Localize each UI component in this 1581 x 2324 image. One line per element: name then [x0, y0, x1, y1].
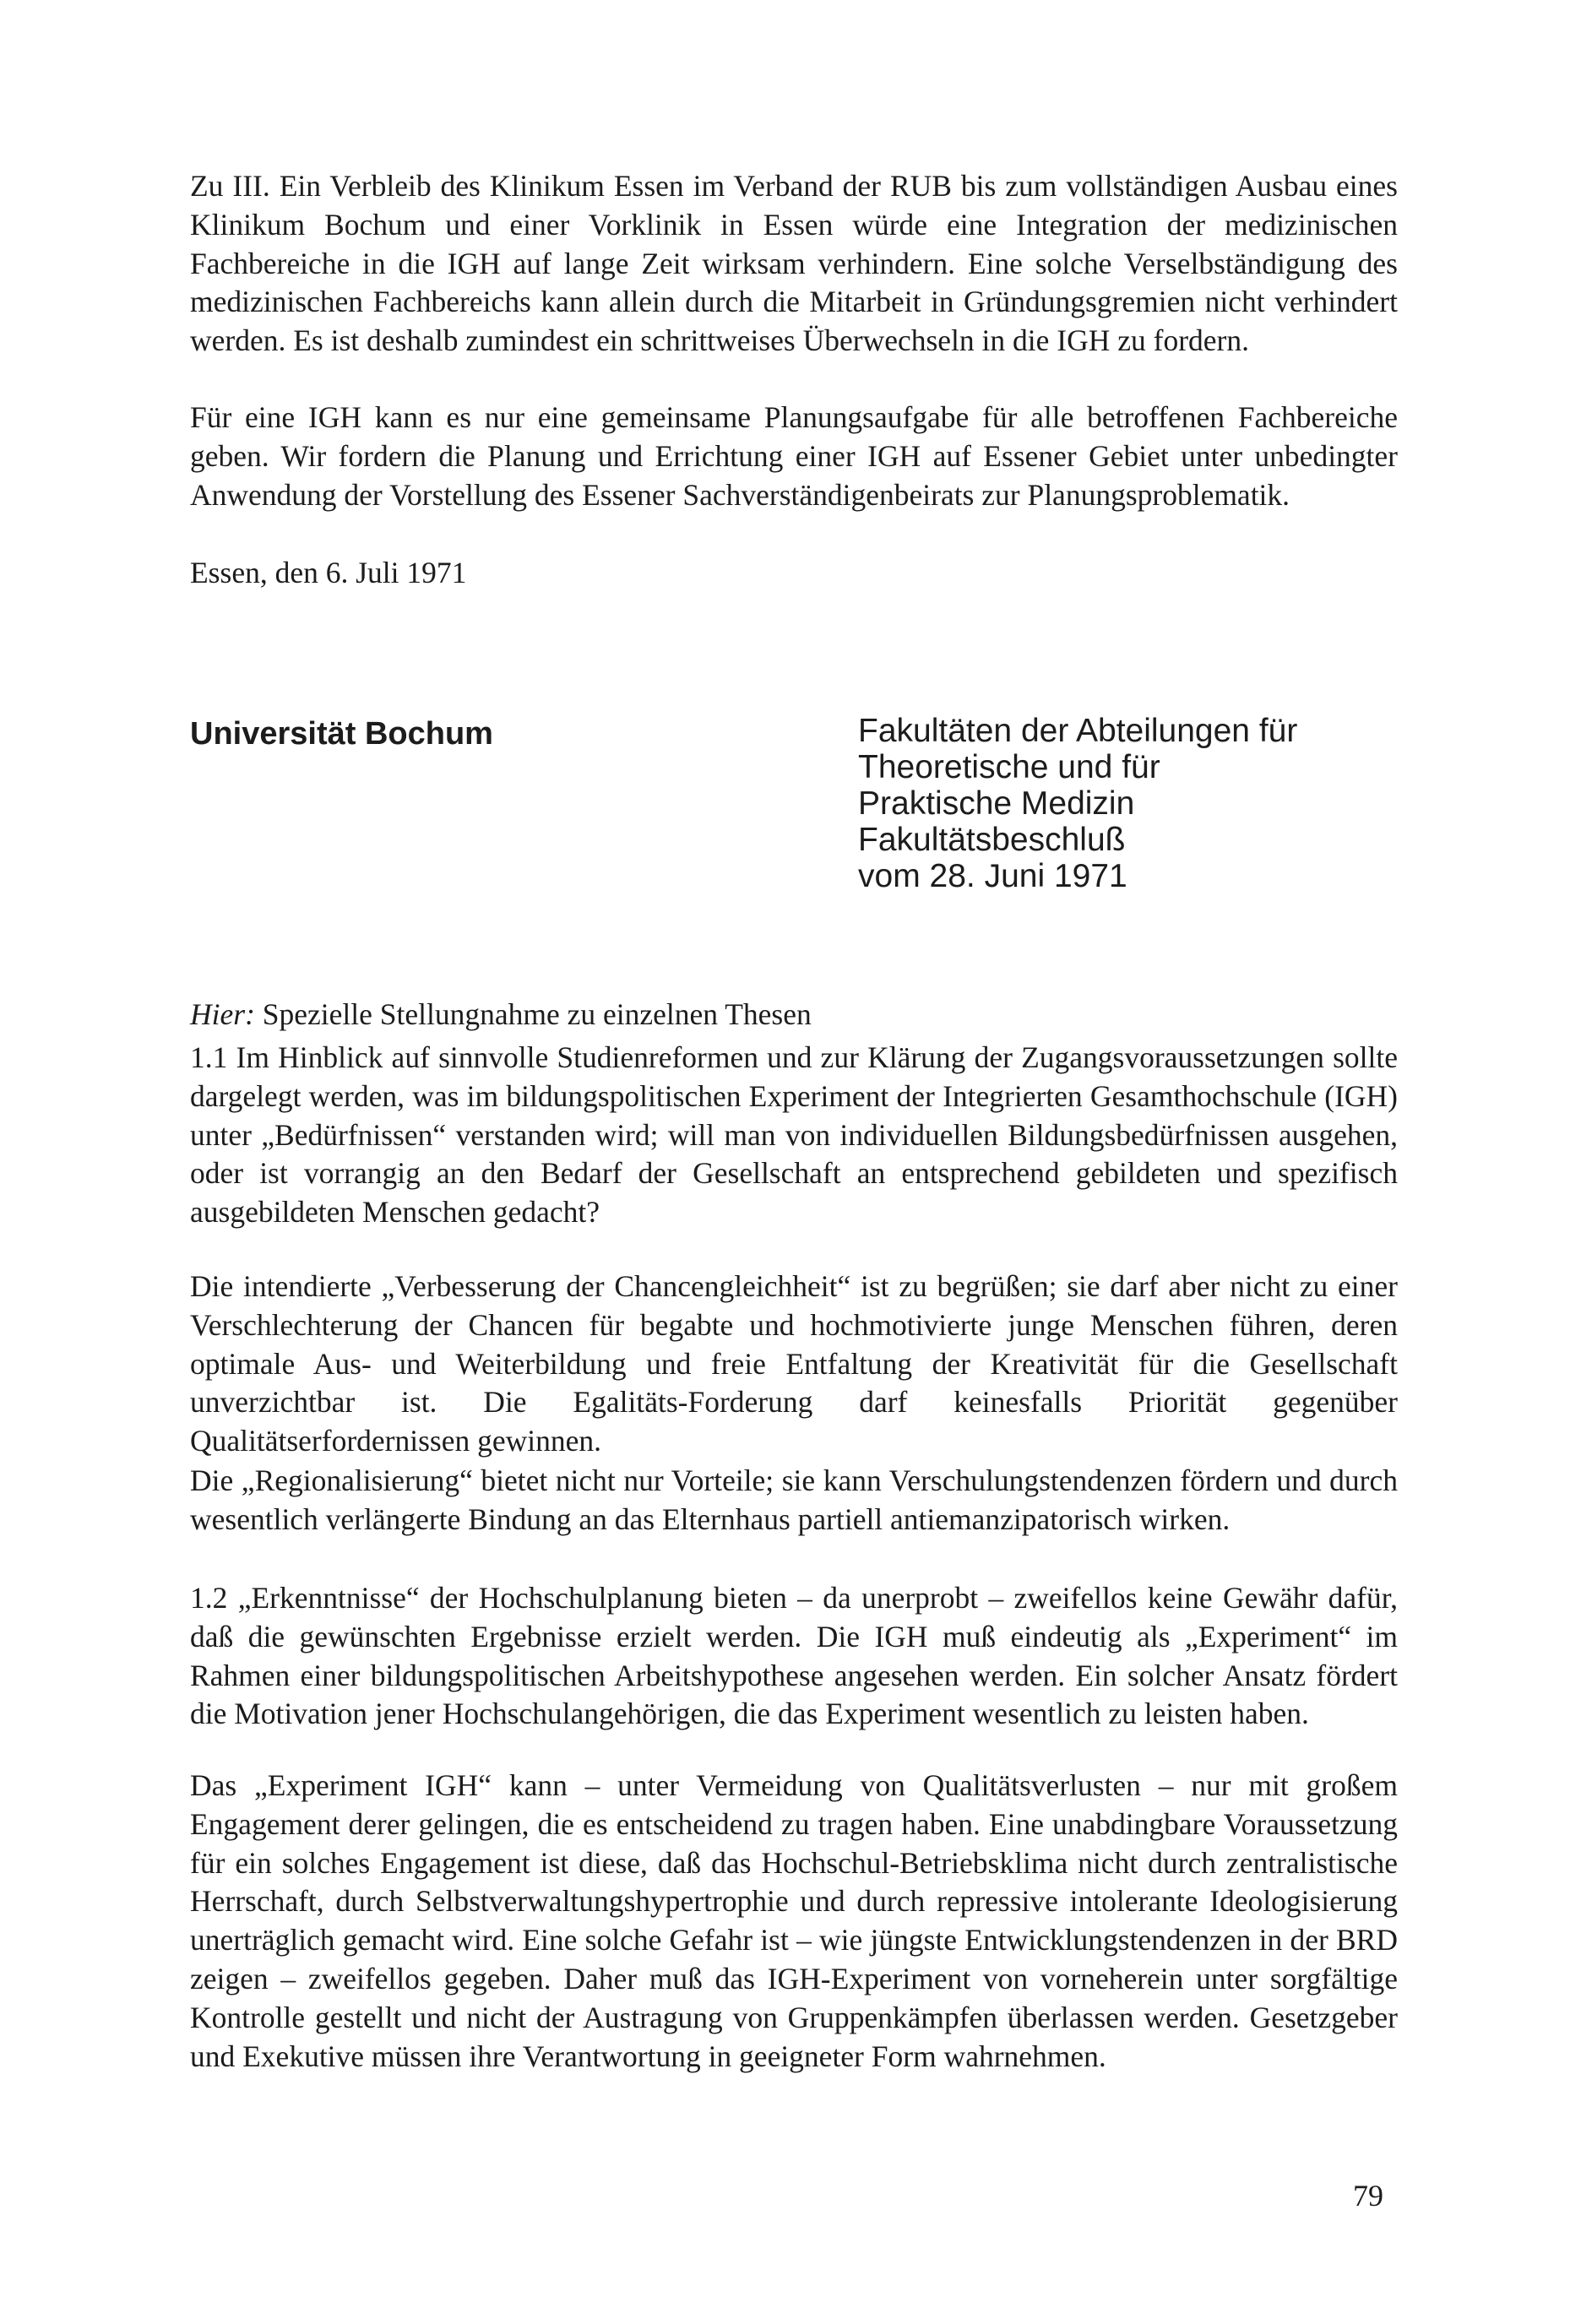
paragraph-igh-planning: Für eine IGH kann es nur eine gemeinsame Planungsaufgabe für alle betroffenen Fachbereiche geben. Wir fordern die Planung und Errichtung einer IGH auf Essener Gebiet unter unbedingter Anwendung der Vorstellung des Essener Sachverständigenbeirats zur Planungsproblematik. [190, 400, 1398, 512]
paragraph-1-2: 1.2 „Erkenntnisse“ der Hochschulplanung bieten – da unerprobt – zweifellos keine Gewähr dafür, daß die gewünschten Ergebnisse erzielt werden. Die IGH muß eindeutig als „Experiment“ im Rahmen einer bildungspolitischen Arbeitshypothese angesehen werden. Ein solcher Ansatz fördert die Motivation jener Hochschulangehörigen, die das Experiment wesentlich zu leisten haben. [190, 1581, 1398, 1731]
paragraph-chancengleichheit: Die intendierte „Verbesserung der Chancengleichheit“ ist zu begrüßen; sie darf aber nicht zu einer Verschlechterung der Chancen für begabte und hochmotivierte junge Menschen führen, deren optimale Aus- und Weiterbildung und freie Entfaltung der Kreativität für die Gesellschaft unverzichtbar ist. Die Egalitäts-Forderung darf keinesfalls Priorität gegenüber Qualitätserfordernissen gewinnen. [190, 1269, 1398, 1458]
subject-text: Spezielle Stellungnahme zu einzelnen Thesen [262, 997, 812, 1031]
paragraph-experiment-igh: Das „Experiment IGH“ kann – unter Vermeidung von Qualitätsverlusten – nur mit großem Engagement derer gelingen, die es entscheidend zu tragen haben. Eine unabdingbare Voraussetzung für ein solches Engagement ist diese, daß das Hochschul-Betriebsklima nicht durch zentralistische Herrschaft, durch Selbstverwaltungshypertrophie und durch repressive intolerante Ideologisierung unerträglich gemacht wird. Eine solche Gefahr ist – wie jüngste Entwicklungstendenzen in der BRD zeigen – zweifellos gegeben. Daher muß das IGH-Experiment von vorneherein unter sorgfältige Kontrolle gestellt und nicht der Austragung von Gruppenkämpfen überlassen werden. Gesetzgeber und Exekutive müssen ihre Verantwortung in geeigneter Form wahrnehmen. [190, 1768, 1398, 2073]
institution-heading: Universität Bochum [190, 716, 493, 752]
faculty-line: Theoretische und für [858, 749, 1160, 785]
subject-label: Hier: [190, 997, 255, 1031]
subject-line [190, 995, 1398, 1034]
faculty-line: vom 28. Juni 1971 [858, 858, 1127, 894]
faculty-line: Fakultäten der Abteilungen für [858, 713, 1298, 749]
paragraph-zu-iii: Zu III. Ein Verbleib des Klinikum Essen im Verband der RUB bis zum vollständigen Ausbau eines Klinikum Bochum und einer Vorklinik in Essen würde eine Integration der medizinischen Fachbereiche in die IGH auf lange Zeit wirksam verhindern. Eine solche Verselbständigung des medizinischen Fachbereichs kann allein durch die Mitarbeit in Gründungsgremien nicht verhindert werden. Es ist deshalb zumindest ein schrittweises Überwechseln in die IGH zu fordern. [190, 169, 1398, 358]
date-line: Essen, den 6. Juli 1971 [190, 556, 467, 589]
faculty-heading [858, 713, 1297, 894]
page-number: 79 [1353, 2179, 1383, 2213]
paragraph-regionalisierung: Die „Regionalisierung“ bietet nicht nur Vorteile; sie kann Verschulungstendenzen fördern und durch wesentlich verlängerte Bindung an das Elternhaus partiell antiemanzipatorisch wirken. [190, 1463, 1398, 1536]
faculty-line: Fakultätsbeschluß [858, 822, 1126, 858]
faculty-line: Praktische Medizin [858, 785, 1135, 822]
paragraph-1-1: 1.1 Im Hinblick auf sinnvolle Studienreformen und zur Klärung der Zugangsvoraussetzungen sollte dargelegt werden, was im bildungspolitischen Experiment der Integrierten Gesamthochschule (IGH) unter „Bedürfnissen“ verstanden wird; will man von individuellen Bildungsbedürfnissen ausgehen, oder ist vorrangig an den Bedarf der Gesellschaft an entsprechend gebildeten und spezifisch ausgebildeten Menschen gedacht? [190, 1040, 1398, 1230]
